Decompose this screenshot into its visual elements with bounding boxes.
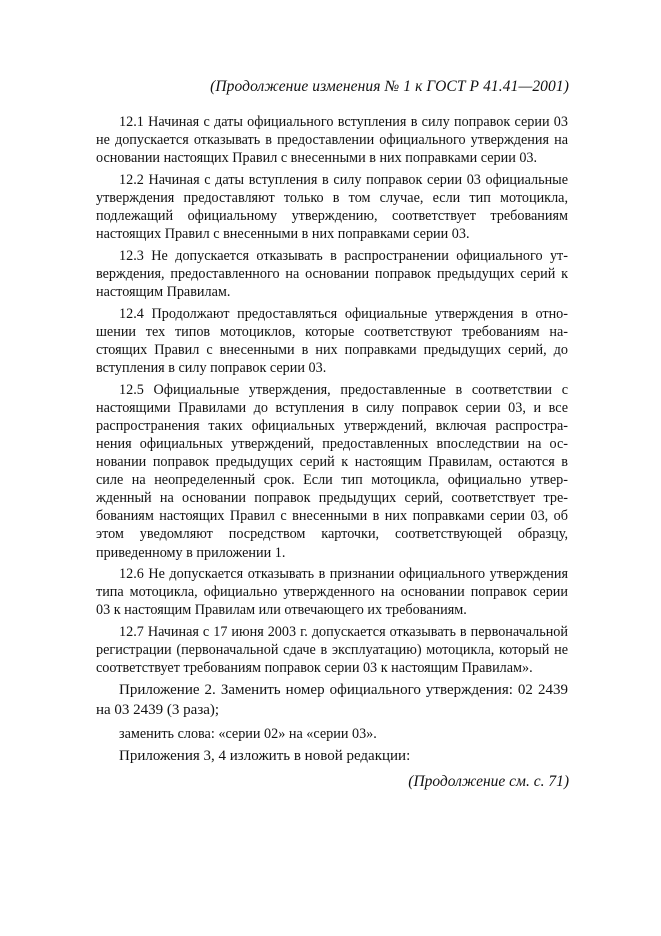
paragraph-12-5: 12.5 Официальные утверждения, предоставленные в соответствии с настоящими Правилами до вступления в силу поправок серии 03, и все распространения таких официальных утверждений, включая распространения официальных утверждений, предоставленных впоследствии на основании поправок предыдущих серий к настоящим Правилам, остаются в силе на неопределенный срок. Если тип мотоцикла, официально утвержденный на основании поправок предыдущих серий, соответствует требованиям настоящих Правил с внесенными в них поправками серии 03, об этом уведомляют посредством карточки, соответствующей образцу, приведенному в приложении 1. [96, 381, 568, 561]
instruction-appendix-2: Приложение 2. Заменить номер официального утверждения: 02 2439 на 03 2439 (3 раза); [96, 681, 568, 718]
paragraph-12-6: 12.6 Не допускается отказывать в признании официального утверждения типа мотоцикла, официально утвержденного на основании поправок серии 03 к настоящим Правилам или отвечающего их требованиям. [96, 566, 568, 619]
instruction-appendices-3-4: Приложения 3, 4 изложить в новой редакции: [119, 747, 411, 764]
paragraph-12-3: 12.3 Не допускается отказывать в распространении официального утверждения, предоставленного на основании поправок предыдущих серий к настоящим Правилам. [96, 247, 568, 301]
paragraph-12-7: 12.7 Начиная с 17 июня 2003 г. допускается отказывать в первоначальной регистрации (первоначальной сдаче в эксплуатацию) мотоцикла, который не соответствует требованиям поправок серии 03 к настоящим Правилам». [96, 624, 568, 677]
paragraph-12-4: 12.4 Продолжают предоставляться официальные утверждения в отношении тех типов мотоциклов, которые соответствуют требованиям настоящих Правил с внесенными в них поправками предыдущих серий, до вступления в силу поправок серии 03. [96, 305, 568, 376]
continuation-footer: (Продолжение см. с. 71) [408, 773, 569, 790]
continuation-header: (Продолжение изменения № 1 к ГОСТ Р 41.41—2001) [210, 78, 569, 95]
paragraph-12-1: 12.1 Начиная с даты официального вступления в силу поправок серии 03 не допускается отказывать в предоставлении официального утверждения на основании настоящих Правил с внесенными в них поправками серии 03. [96, 114, 568, 167]
paragraph-12-2: 12.2 Начиная с даты вступления в силу поправок серии 03 официальные утверждения предоставляют только в том случае, если тип мотоцикла, подлежащий официальному утверждению, соответствует требованиям настоящих Правил с внесенными в них поправками серии 03. [96, 171, 568, 243]
instruction-replace-words: заменить слова: «серии 02» на «серии 03». [119, 726, 377, 743]
body-text [96, 113, 568, 771]
